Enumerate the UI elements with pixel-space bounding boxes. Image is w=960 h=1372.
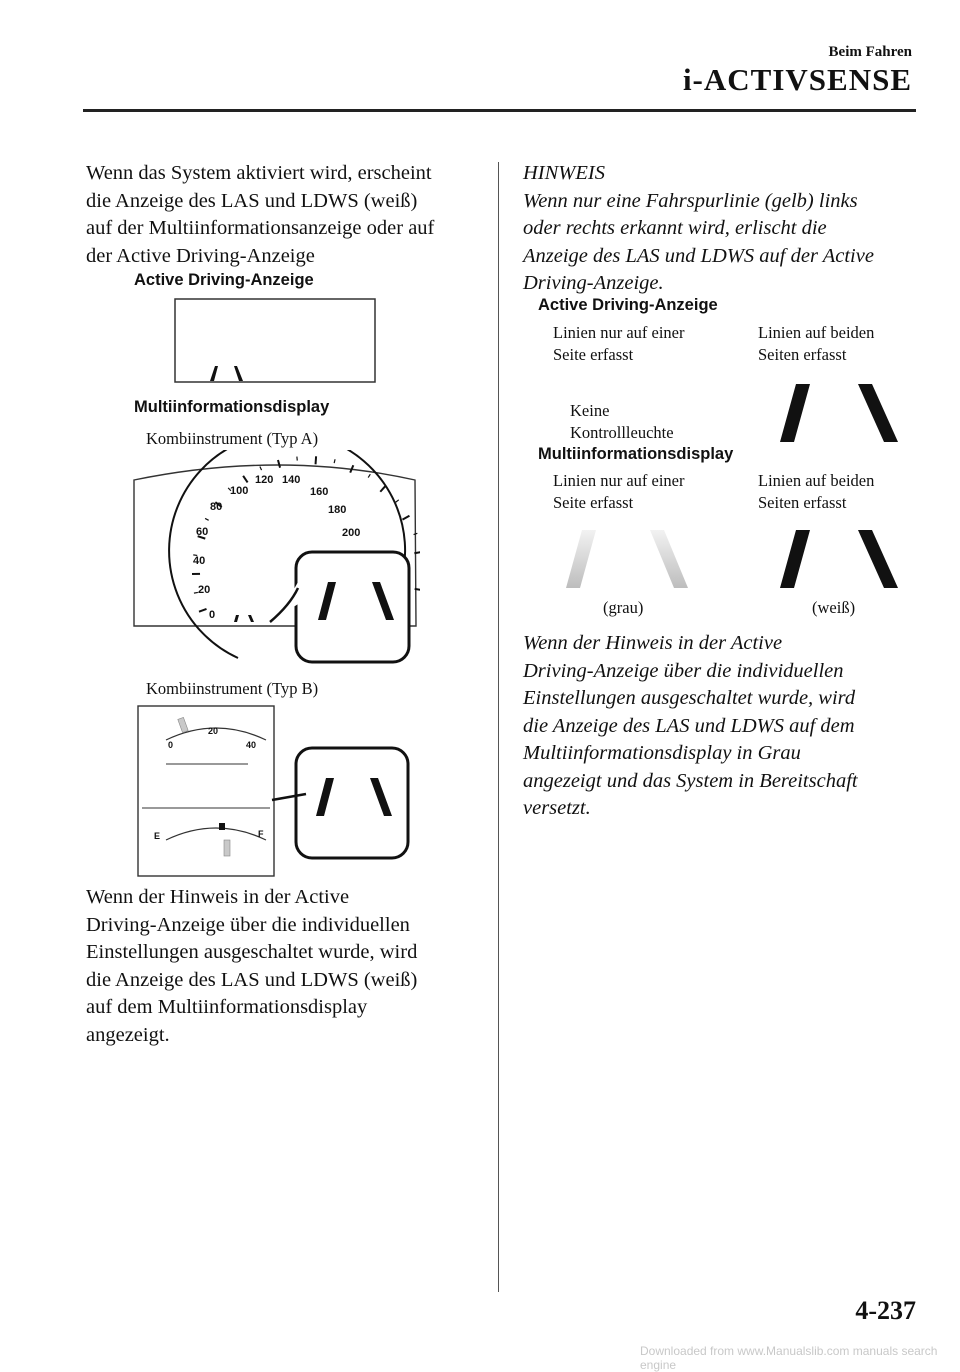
section-title: Beim Fahren (829, 44, 912, 61)
text-line: Multiinformationsdisplay in Grau (523, 740, 923, 768)
chapter-title: i-ACTIVSENSE (683, 62, 912, 98)
gauge-label: 40 (246, 740, 256, 750)
outro-paragraph-left (86, 884, 486, 1049)
text-line: Wenn der Hinweis in der Active (86, 884, 486, 912)
fuel-empty-label: E (154, 831, 160, 841)
page-number: 4-237 (855, 1296, 916, 1326)
speed-label: 140 (282, 474, 300, 486)
caption-one-side (553, 322, 684, 366)
caption-both-sides-multi (758, 470, 874, 514)
text-line: Wenn das System aktiviert wird, erscheint (86, 160, 486, 188)
caption-line: Kontrollleuchte (570, 422, 674, 444)
text-line: Driving-Anzeige. (523, 270, 923, 298)
header-rule (83, 109, 916, 112)
intro-paragraph (86, 160, 486, 270)
footer-watermark: Downloaded from www.Manualslib.com manuals search engine (640, 1344, 960, 1372)
outro-paragraph-right (523, 630, 923, 823)
text-line: die Anzeige des LAS und LDWS (weiß) (86, 967, 486, 995)
lane-lines-icon (560, 528, 690, 590)
text-line: auf dem Multiinformationsdisplay (86, 994, 486, 1022)
figure-heading-active-right: Active Driving-Anzeige (538, 296, 718, 315)
caption-line: Linien nur auf einer (553, 322, 684, 344)
caption-line: Linien auf beiden (758, 322, 874, 344)
text-line: versetzt. (523, 795, 923, 823)
instrument-cluster-type-b (136, 704, 412, 880)
caption-white: (weiß) (812, 597, 855, 619)
text-line: die Anzeige des LAS und LDWS auf dem (523, 713, 923, 741)
text-line: der Active Driving-Anzeige (86, 243, 486, 271)
text-line: Einstellungen ausgeschaltet wurde, wird (523, 685, 923, 713)
text-line: Wenn der Hinweis in der Active (523, 630, 923, 658)
speed-label: 120 (255, 474, 273, 486)
speed-label: 200 (342, 527, 360, 539)
gauge-label: 20 (208, 726, 218, 736)
caption-line: Linien nur auf einer (553, 470, 684, 492)
caption-line: Seiten erfasst (758, 344, 874, 366)
text-line: angezeigt. (86, 1022, 486, 1050)
figure-heading-multi-right: Multiinformationsdisplay (538, 445, 733, 464)
speed-label: 60 (196, 526, 208, 538)
caption-line: Seite erfasst (553, 492, 684, 514)
caption-line: Seiten erfasst (758, 492, 874, 514)
fuel-pump-icon (219, 823, 225, 830)
speed-label: 20 (198, 584, 210, 596)
text-line: Driving-Anzeige über die individuellen (523, 658, 923, 686)
caption-both-sides (758, 322, 874, 366)
text-line: Anzeige des LAS und LDWS auf der Active (523, 243, 923, 271)
note-title: HINWEIS (523, 160, 923, 188)
text-line: angezeigt und das System in Bereitschaft (523, 768, 923, 796)
speed-label: 40 (193, 555, 205, 567)
caption-gray: (grau) (603, 597, 643, 619)
figure-heading-active: Active Driving-Anzeige (134, 271, 314, 290)
caption-line: Linien auf beiden (758, 470, 874, 492)
speed-label: 100 (230, 485, 248, 497)
speed-label: 80 (210, 501, 222, 513)
active-driving-display (174, 298, 378, 386)
caption-one-side-multi (553, 470, 684, 514)
speed-tick (316, 456, 317, 464)
text-line: Driving-Anzeige über die individuellen (86, 912, 486, 940)
text-line: Einstellungen ausgeschaltet wurde, wird (86, 939, 486, 967)
speed-tick (334, 459, 335, 463)
text-line: Wenn nur eine Fahrspurlinie (gelb) links (523, 188, 923, 216)
figure-heading-multi: Multiinformationsdisplay (134, 398, 329, 417)
speed-label: 0 (209, 609, 215, 621)
speed-label: 160 (310, 486, 328, 498)
caption-kombi-b: Kombiinstrument (Typ B) (146, 678, 318, 700)
caption-kombi-a: Kombiinstrument (Typ A) (146, 428, 318, 450)
speed-label: 180 (328, 504, 346, 516)
caption-line: Keine (570, 400, 674, 422)
caption-no-indicator (570, 400, 674, 444)
note-block (523, 160, 923, 298)
lane-lines-icon (770, 382, 902, 444)
gauge-label: 0 (168, 740, 173, 750)
fuel-full-label: F (258, 829, 264, 839)
caption-line: Seite erfasst (553, 344, 684, 366)
text-line: oder rechts erkannt wird, erlischt die (523, 215, 923, 243)
instrument-cluster-type-a (130, 450, 420, 668)
text-line: die Anzeige des LAS und LDWS (weiß) (86, 188, 486, 216)
column-divider (498, 162, 499, 1292)
speed-tick (415, 589, 420, 590)
lane-lines-icon (770, 528, 902, 590)
text-line: auf der Multiinformationsanzeige oder auf (86, 215, 486, 243)
